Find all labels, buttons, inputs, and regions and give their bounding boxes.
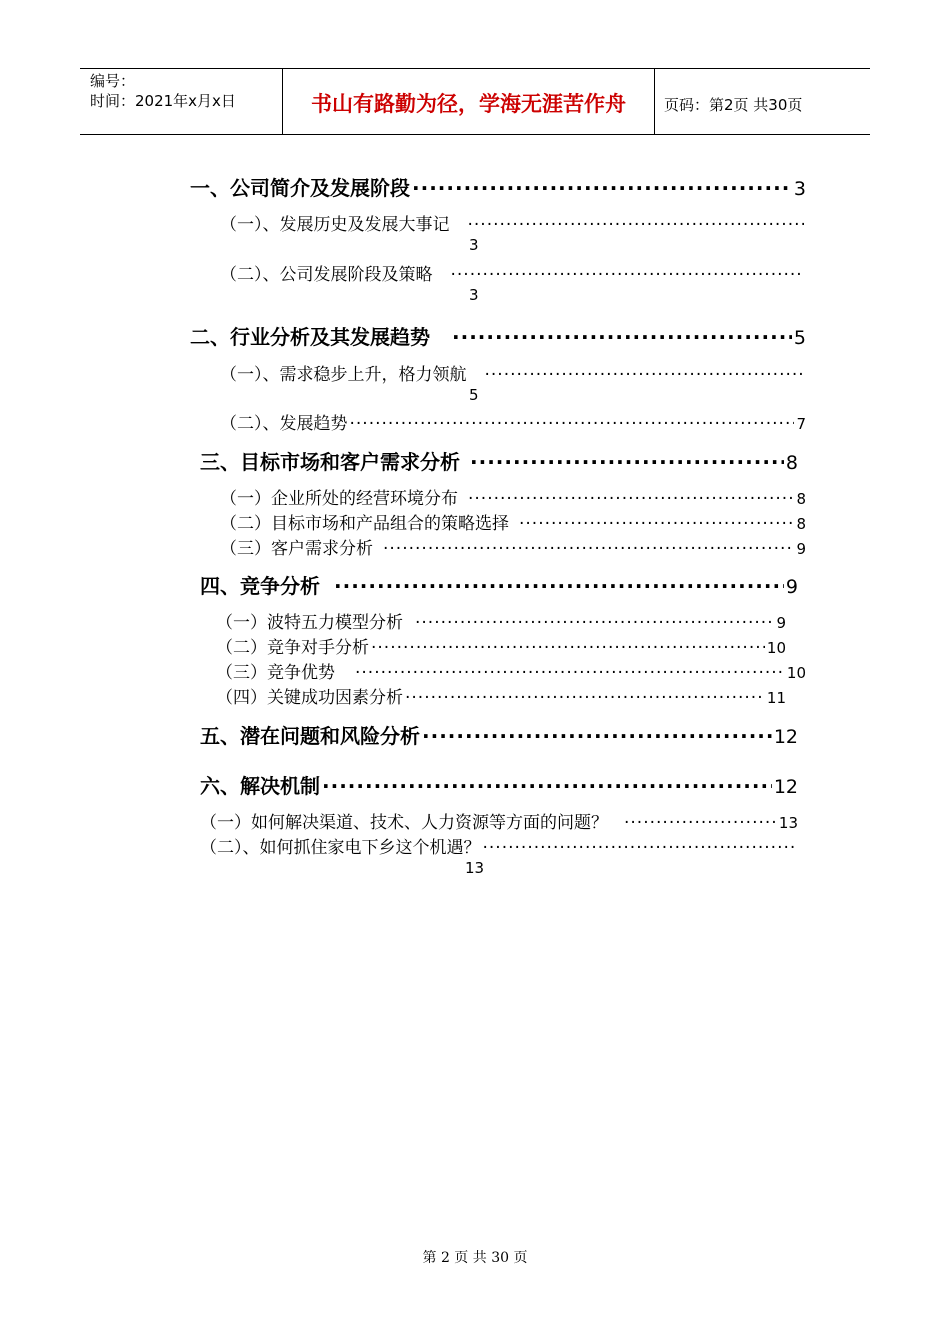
toc-leader-dots: [422, 724, 772, 748]
toc-entry-page: 9: [796, 540, 806, 558]
toc-entry-title: （一）波特五力模型分析: [216, 613, 403, 633]
toc-entry-page: 7: [796, 415, 806, 433]
toc-entry-page: 13: [465, 859, 485, 877]
toc-entry-page: 8: [785, 452, 798, 474]
toc-entry-page: 13: [778, 814, 798, 832]
toc-entry-page: 5: [469, 386, 479, 404]
toc-entry-page: 10: [766, 639, 786, 657]
toc-entry-page: 12: [773, 726, 798, 748]
toc-entry-title: （一）、需求稳步上升，格力领航: [220, 365, 467, 385]
toc-entry-page: 12: [773, 776, 798, 798]
toc-leader-dots: [624, 813, 777, 833]
toc-entry-title: 一、公司简介及发展阶段: [190, 176, 410, 200]
header-top-rule: [80, 68, 870, 69]
toc-entry-page: 8: [796, 490, 806, 508]
toc-entry-title: 六、解决机制: [200, 774, 320, 798]
toc-entry[interactable]: [220, 409, 806, 434]
toc-entry[interactable]: [200, 720, 798, 749]
toc-entry-title: （一）企业所处的经营环境分布: [220, 489, 458, 509]
toc-leader-dots: [451, 265, 805, 285]
toc-leader-dots: [412, 176, 792, 200]
page-footer: 第 2 页 共 30 页: [422, 1250, 528, 1266]
toc-leader-dots: [415, 613, 774, 633]
serial-label: 编号：: [90, 72, 136, 90]
toc-entry[interactable]: [216, 633, 786, 658]
toc-entry[interactable]: [190, 321, 806, 350]
toc-leader-dots: [468, 489, 794, 509]
toc-entry[interactable]: [220, 484, 806, 509]
toc-entry-page: 9: [785, 576, 798, 598]
toc-entry[interactable]: [220, 210, 806, 235]
toc-leader-dots: [322, 774, 772, 798]
toc-leader-dots: [350, 414, 795, 434]
toc-entry-page: 8: [796, 515, 806, 533]
toc-leader-dots: [485, 365, 805, 385]
toc-entry[interactable]: [200, 446, 798, 475]
toc-leader-dots: [334, 574, 784, 598]
toc-entry-title: （二）、发展趋势: [220, 414, 348, 434]
page-info: 页码：第2页 共30页: [664, 96, 803, 114]
toc-entry[interactable]: [200, 808, 798, 833]
toc-entry-title: （一）如何解决渠道、技术、人力资源等方面的问题？: [200, 813, 608, 833]
toc-entry-title: （二）、公司发展阶段及策略: [220, 265, 433, 285]
toc-entry-title: 二、行业分析及其发展趋势: [190, 325, 430, 349]
toc-entry[interactable]: [220, 534, 806, 559]
toc-entry-title: （三）客户需求分析: [220, 539, 373, 559]
toc-entry-title: （二）竞争对手分析: [216, 638, 369, 658]
toc-leader-dots: [519, 514, 794, 534]
toc-leader-dots: [383, 539, 794, 559]
toc-leader-dots: [355, 663, 785, 683]
toc-entry[interactable]: [220, 260, 806, 285]
header-bottom-rule: [80, 134, 870, 135]
toc-entry[interactable]: [220, 509, 806, 534]
toc-entry-title: 四、竞争分析: [200, 574, 320, 598]
toc-entry-page: 9: [776, 614, 786, 632]
toc-leader-dots: [483, 838, 799, 858]
toc-entry-page: 10: [786, 664, 806, 682]
toc-entry[interactable]: [200, 833, 800, 858]
toc-entry[interactable]: [200, 570, 798, 599]
toc-entry-title: （二）、如何抓住家电下乡这个机遇？: [200, 838, 481, 858]
toc-entry-page: 3: [793, 178, 806, 200]
toc-entry-title: 三、目标市场和客户需求分析: [200, 450, 460, 474]
toc-leader-dots: [470, 450, 784, 474]
toc-entry-title: 五、潜在问题和风险分析: [200, 724, 420, 748]
toc-entry[interactable]: [190, 172, 806, 201]
toc-entry[interactable]: [216, 658, 806, 683]
time-label: 时间：2021年x月x日: [90, 92, 236, 110]
toc-entry-title: （三）竞争优势: [216, 663, 335, 683]
toc-leader-dots: [371, 638, 765, 658]
toc-entry-page: 11: [766, 689, 786, 707]
toc-entry-title: （四）关键成功因素分析: [216, 688, 403, 708]
header-divider-right: [654, 68, 655, 135]
toc-entry-page: 5: [793, 327, 806, 349]
header-motto: 书山有路勤为径，学海无涯苦作舟: [311, 92, 626, 116]
toc-entry[interactable]: [216, 608, 786, 633]
toc-entry-page: 3: [469, 236, 479, 254]
toc-entry[interactable]: [220, 360, 806, 385]
toc-leader-dots: [452, 325, 792, 349]
toc-entry[interactable]: [200, 770, 798, 799]
toc-entry[interactable]: [216, 683, 786, 708]
toc-leader-dots: [468, 215, 805, 235]
toc-entry-title: （一）、发展历史及发展大事记: [220, 215, 450, 235]
toc-entry-page: 3: [469, 286, 479, 304]
toc-leader-dots: [405, 688, 765, 708]
toc-entry-title: （二）目标市场和产品组合的策略选择: [220, 514, 509, 534]
